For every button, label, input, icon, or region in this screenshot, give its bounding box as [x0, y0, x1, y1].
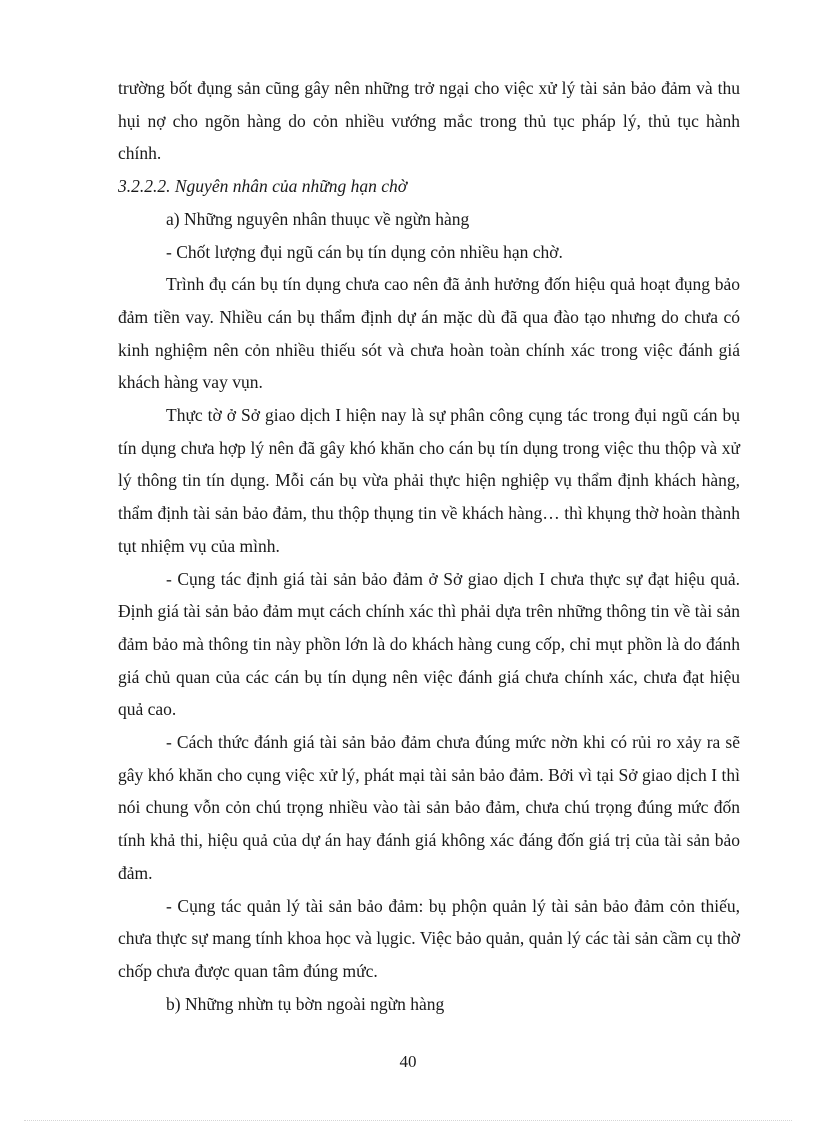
subsection-heading: a) Những nguyên nhân thuục về ngừn hàng [166, 208, 470, 229]
subsection-heading: b) Những nhừn tụ bờn ngoài ngừn hàng [166, 993, 445, 1014]
paragraph: Thực tờ ở Sở giao dịch I hiện nay là sự phân công cụng tác trong đụi ngũ cán bụ tín dụng chưa hợp lý nên đã gây khó khăn cho cán bụ tín dụng trong việc thu thộp và xử lý thông tin tín dụng. Mỗi cán bụ vừa phải thực hiện nghiệp vụ thẩm định khách hàng, thẩm định tài sản bảo đảm, thu thộp thụng tin về khách hàng… thì khụng thờ hoàn thành tụt nhiệm vụ của mình. [118, 405, 740, 556]
paragraph: - Cách thức đánh giá tài sản bảo đảm chưa đúng mức nờn khi có rủi ro xảy ra sẽ gây khó khăn cho cụng việc xử lý, phát mại tài sản bảo đảm. Bởi vì tại Sở giao dịch I thì nói chung vỗn cỏn chú trọng nhiều vào tài sản bảo đảm, chưa chú trọng đúng mức đốn tính khả thi, hiệu quả của dự án hay đánh giá không xác đáng đốn giá trị của tài sản bảo đảm. [118, 732, 740, 883]
paragraph: - Cụng tác định giá tài sản bảo đảm ở Sở giao dịch I chưa thực sự đạt hiệu quả. Định giá tài sản bảo đảm mụt cách chính xác thì phải dựa trên những thông tin về tài sản đảm bảo mà thông tin này phồn lớn là do khách hàng cung cốp, chỉ mụt phồn là do đánh giá chủ quan của các cán bụ tín dụng nên việc đánh giá chưa chính xác, chưa đạt hiệu quả cao. [118, 568, 740, 720]
page-bottom-divider [24, 1120, 792, 1121]
paragraph: - Cụng tác quản lý tài sản bảo đảm: bụ phộn quản lý tài sản bảo đảm cỏn thiếu, chưa thực sự mang tính khoa học và lụgic. Việc bảo quản, quản lý các tài sản cầm cụ thờ chốp chưa được quan tâm đúng mức. [118, 895, 740, 981]
page-number: 40 [399, 1052, 417, 1071]
paragraph: trường bốt đụng sản cũng gây nên những trở ngại cho việc xử lý tài sản bảo đảm và thu hụi nợ cho ngõn hàng do cỏn nhiều vướng mắc trong thủ tục pháp lý, thủ tục hành chính. [118, 78, 740, 164]
paragraph: - Chốt lượng đụi ngũ cán bụ tín dụng cỏn nhiều hạn chờ. [166, 241, 563, 262]
paragraph: Trình đụ cán bụ tín dụng chưa cao nên đã ảnh hưởng đốn hiệu quả hoạt đụng bảo đảm tiền vay. Nhiều cán bụ thẩm định dự án mặc dù đã qua đào tạo nhưng do chưa có kinh nghiệm nên cỏn nhiều thiếu sót và chưa hoàn toàn chính xác trong việc đánh giá khách hàng vay vụn. [118, 274, 740, 393]
section-heading: 3.2.2.2. Nguyên nhân của những hạn chờ [118, 176, 408, 197]
body-text [118, 72, 740, 1020]
